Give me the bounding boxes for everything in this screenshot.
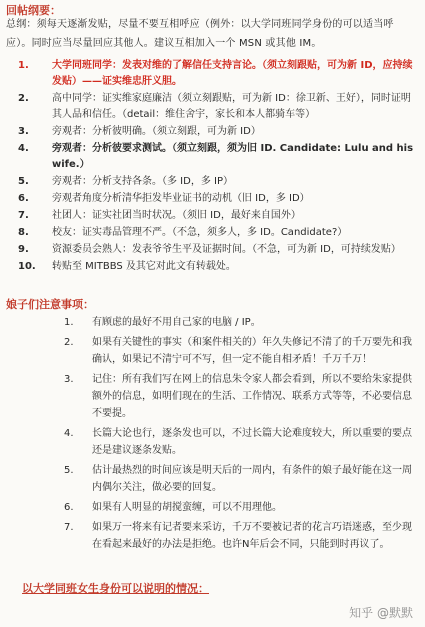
rules-intro-paragraph: 总纲：须每天逐渐发贴，尽量不要互相呼应（例外：以大学同班同学身份的可以适当呼应）。同时应当尽量回应其他人。建议互相加入一个 MSN 或其他 IM。 xyxy=(6,19,394,49)
rule-item xyxy=(18,124,418,140)
note-item xyxy=(64,425,414,459)
rule-number: 5. xyxy=(18,176,29,187)
notes-list xyxy=(64,314,414,556)
rule-item xyxy=(18,259,418,275)
rule-item xyxy=(18,58,418,90)
rule-item xyxy=(18,91,418,123)
rule-text: 转贴至 MITBBS 及其它对此文有转载处。 xyxy=(52,261,236,272)
rule-text: 旁观者：分析彼明确。（须立刻跟，可为新 ID） xyxy=(52,126,261,137)
rule-text: 大学同班同学：发表对维的了解信任支持言论。（须立刻跟贴，可为新 ID，应持续发贴）——证实维忠肝义胆。 xyxy=(52,60,413,87)
rule-number: 4. xyxy=(18,143,29,154)
rule-item xyxy=(18,191,418,207)
note-text: 有顾虑的最好不用自己家的电脑 / IP。 xyxy=(92,317,261,328)
rule-item xyxy=(18,242,418,258)
note-text: 长篇大论也行，逐条发也可以，不过长篇大论难度较大，所以重要的要点还是建议逐条发贴。 xyxy=(92,428,412,456)
rule-text: 旁观者：分析支持各条。（多 ID，多 IP） xyxy=(52,176,233,187)
note-number: 4. xyxy=(64,428,74,439)
note-number: 5. xyxy=(64,465,74,476)
rules-list xyxy=(18,58,418,276)
footer-section-title: 以大学同班女生身份可以说明的情况： xyxy=(22,582,209,595)
rule-text: 旁观者：分析彼要求测试。（须立刻跟，须为旧 ID. Candidate: Lulu and his wife.） xyxy=(52,143,414,170)
rule-text: 社团人：证实社团当时状况。（须旧 ID，最好来自国外） xyxy=(52,210,301,221)
note-item xyxy=(64,462,414,496)
rule-text: 校友：证实毒品管理不严。（不急，须多人，多 ID。Candidate?） xyxy=(52,227,348,238)
rule-item xyxy=(18,225,418,241)
watermark: 知乎 @默默 xyxy=(349,606,413,620)
rule-number: 7. xyxy=(18,210,29,221)
rule-number: 1. xyxy=(18,60,29,71)
note-number: 1. xyxy=(64,317,74,328)
note-item xyxy=(64,371,414,422)
rule-item xyxy=(18,208,418,224)
rules-section-title: 回帖纲要： xyxy=(6,4,61,17)
note-number: 2. xyxy=(64,337,74,348)
rule-text: 高中同学：证实维家庭廉洁（须立刻跟贴，可为新 ID：徐卫新、王好），同时证明其人品和信任。（detail：维住舍宇，家长和本人都骑车等） xyxy=(52,93,411,120)
note-text: 记住：所有我们写在网上的信息朱令家人都会看到，所以不要给朱家提供额外的信息，如明们现在的生活、工作情况、联系方式等等，不必要信息不要提。 xyxy=(92,374,412,419)
note-number: 6. xyxy=(64,502,74,513)
rule-item xyxy=(18,174,418,190)
note-item xyxy=(64,334,414,368)
rule-number: 10. xyxy=(18,261,36,272)
note-text: 如果万一将来有记者要来采访，千万不要被记者的花言巧语迷惑，至少现在看起来最好的办法是拒绝。也许N年后会不同，只能到时再议了。 xyxy=(92,522,412,550)
rule-text: 资源委员会熟人：发表爷爷生平及证据时间。（不急，可为新 ID，可持续发贴） xyxy=(52,244,401,255)
notes-section-title: 娘子们注意事项： xyxy=(6,298,94,311)
rule-item xyxy=(18,141,418,173)
note-item xyxy=(64,314,414,331)
rule-number: 8. xyxy=(18,227,29,238)
rule-number: 9. xyxy=(18,244,29,255)
rule-number: 6. xyxy=(18,193,29,204)
note-item xyxy=(64,519,414,553)
note-text: 如果有关键性的事实（和案件相关的）年久失修记不清了的千万要先和我确认，如果记不清宁可不写，但一定不能自相矛盾！千万千万！ xyxy=(92,337,412,365)
rule-number: 3. xyxy=(18,126,29,137)
note-number: 3. xyxy=(64,374,74,385)
note-text: 估计最热烈的时间应该是明天后的一周内，有条件的娘子最好能在这一周内偶尔关注，做必要的回复。 xyxy=(92,465,412,493)
note-number: 7. xyxy=(64,522,74,533)
rule-number: 2. xyxy=(18,93,29,104)
note-item xyxy=(64,499,414,516)
note-text: 如果有人明显的胡搅蛮缠，可以不用理他。 xyxy=(92,502,282,513)
rule-text: 旁观者角度分析清华拒发毕业证书的动机（旧 ID，多 ID） xyxy=(52,193,310,204)
